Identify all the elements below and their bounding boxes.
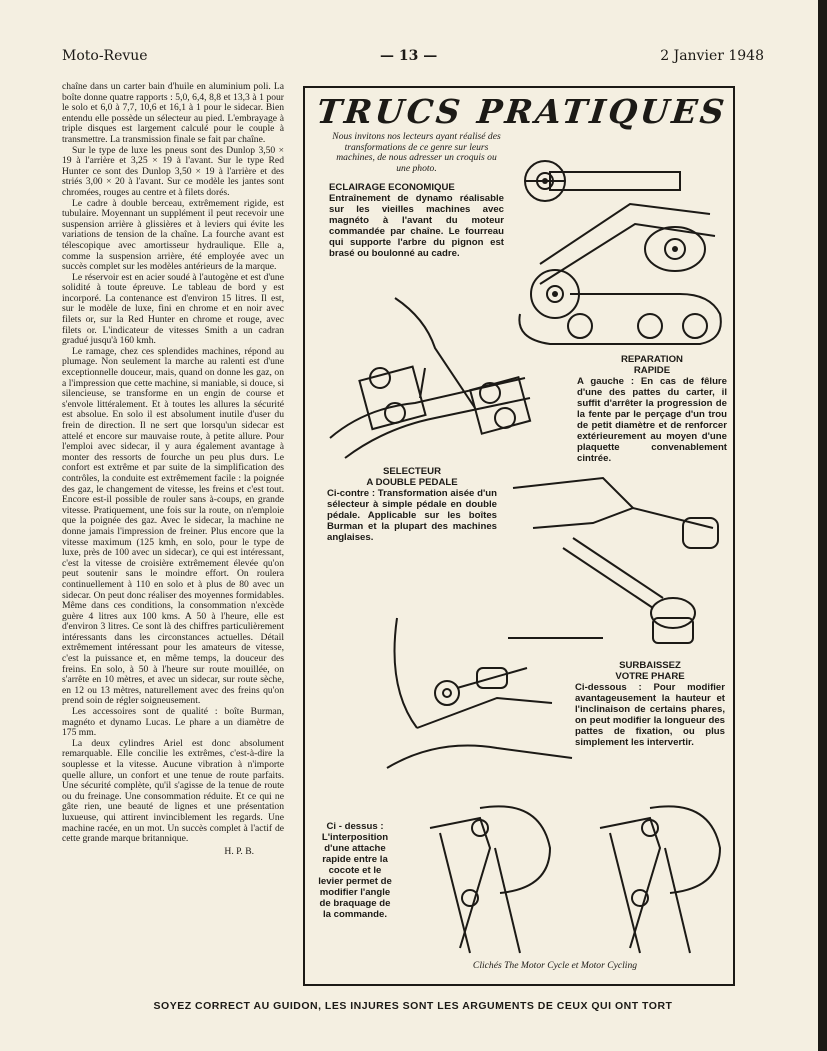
section-title: ECLAIRAGE ECONOMIQUE: [329, 182, 455, 193]
article-paragraph: Le cadre à double berceau, extrêmement rigide, est tubulaire. Moyennant un supplément il peut recevoir une suspension arrière à glissières et à leviers qui évite les variations de tension de la chaîne. La fourche avant est télescopique avec amortisseur hydraulique. Elle a, comme la suspension arrière, été employée avec un succès complet sur les modèles antérieurs de la marque.: [62, 197, 284, 273]
page-footer-slogan: SOYEZ CORRECT AU GUIDON, LES INJURES SONT LES ARGUMENTS DE CEUX QUI ONT TORT: [153, 1000, 673, 1012]
section-selecteur: [327, 466, 497, 543]
box-title: TRUCS PRATIQUES: [315, 92, 729, 131]
section-body: Ci-contre : Transformation aisée d'un sélecteur à simple pédale en double pédale. Applicable sur les boîtes Burman et la plupart des machines anglaises.: [327, 488, 497, 543]
section-reparation: [577, 354, 727, 464]
scan-edge: [818, 0, 827, 1051]
crankcase-repair-illustration: [325, 288, 540, 468]
section-body: Entraînement de dynamo réalisable sur les vieilles machines avec magnéto à l'avant du moteur commandée par chaîne. Le fourreau qui supporte l'arbre du pignon est brasé ou boulonné au cadre.: [329, 193, 504, 259]
section-title: SELECTEUR: [382, 466, 442, 477]
article-paragraph: La deux cylindres Ariel est donc absolument remarquable. Elle concilie les extrêmes, c'est-à-dire la souplesse et la vitesse. Aucune vibration à n'importe quelle allure, un confort et une tenue de route parfaits. Une sécurité complète, qu'il s'agisse de la tenue de route ou du freinage. Une consommation réduite. Et ce qui ne gâte rien, une beauté de lignes et une présentation luxueuse, qui attirent invinciblement les regards. Une machine racée, en un mot. Un succès complet à l'actif de cette grande marque britannique.: [62, 737, 284, 845]
photo-credit: Clichés The Motor Cycle et Motor Cycling: [472, 960, 638, 971]
article-paragraph: Sur le type de luxe les pneus sont des Dunlop 3,50 × 19 à l'arrière et 3,25 × 19 à l'avant. Sur le type Red Hunter ce sont des Dunlop 3,50 × 19 à l'arrière et des striés 3,00 × 20 à l'avant. Sur ce modèle les jantes sont chromées, rouges au centre et à filets dorés.: [62, 144, 284, 198]
section-body: A gauche : En cas de fêlure d'une des pattes du carter, il suffit d'arrêter la progression de la fente par le perçage d'un trou de petit diamètre et de renforcer extérieurement au moyen d'une plaquette convenablement cintrée.: [577, 376, 727, 464]
article-paragraph: Les accessoires sont de qualité : boîte Burman, magnéto et dynamo Lucas. Le phare a un diamètre de 175 mm.: [62, 706, 284, 739]
article-paragraph: chaîne dans un carter bain d'huile en aluminium poli. La boîte donne quatre rapports : 5,0, 6,4, 8,8 et 13,3 à 1 pour le solo et 6,0 à 7,7, 10,6 et 16,1 à 1 pour le sidecar. Bien entendu elle possède un sélecteur au pied. L'embrayage à triple disques est largement calculé pour le couple à transmettre. La transmission finale se fait par chaîne.: [62, 82, 284, 145]
page-header: [62, 48, 764, 70]
section-title: RAPIDE: [633, 365, 671, 376]
box-intro: Nous invitons nos lecteurs ayant réalisé des transformations de ce genre sur leurs machines, de nous adresser un croquis ou une photo.: [332, 131, 501, 174]
headlamp-brackets-illustration: [400, 788, 730, 958]
article-column: [62, 82, 284, 988]
quick-attache-illustration: [377, 608, 577, 778]
section-phare: [575, 660, 725, 748]
section-body: L'interposition d'une attache rapide entre la cocote et le levier permet de modifier l'angle de braquage de la commande.: [318, 832, 392, 920]
section-title: VOTRE PHARE: [615, 671, 685, 682]
section-attache: [315, 821, 395, 920]
dynamo-drive-illustration: [510, 144, 732, 354]
issue-date: 2 Janvier 1948: [660, 48, 764, 64]
section-eclairage: [329, 182, 504, 259]
article-paragraph: Le réservoir est en acier soudé à l'autogène et est d'une solidité à toute épreuve. Le tableau de bord y est incorporé. La contenance est d'environ 15 litres. Il est, sur le modèle de luxe, fini en chrome et en noir avec filets or, sur la Red Hunter en chrome et rouge, avec filets or. L'indicateur de vitesses Smith a un cadran gradué jusqu'à 160 kmh.: [62, 271, 284, 347]
section-title: Ci - dessus :: [326, 821, 384, 832]
page-number: — 13 —: [380, 48, 438, 64]
magazine-name: Moto-Revue: [62, 48, 148, 64]
article-paragraph: Le ramage, chez ces splendides machines, répond au plumage. Non seulement la marche au ralenti est d'une exceptionnelle douceur, mais, quand on donne les gaz, on a l'impression que cette machine, si maniable, si douce, si silencieuse, se transforme en un engin de course et s'envole littéralement. Et à toutes les allures la sécurité est absolue. En solo il est absolument inutile d'user du frein de direction. Il ne sert que lorsqu'un sidecar est attelé et encore sur mauvaise route, à petite allure. Pour l'emploi avec sidecar, il y aura également avantage à monter des ressorts de fourche un peu plus durs. Le confort est extrême et par suite de la simplification des contrôles, la conduite est extrêmement facile : la poignée des gaz, le changement de vitesse, les freins et c'est tout. Encore est-il possible de rouler sans à-coups, en grande vitesse. Pratiquement, une fois sur la route, on n'emploie que la poignée des gaz. Avec le sidecar, la machine ne donne jamais l'impression de freiner. Plus encore que la vitesse maximum (125 kmh, en solo, pour le type de luxe, près de 100 avec un sidecar), ce qui est intéressant, c'est la vitesse de croisière extrêmement élevée qu'on peut soutenir sans le moindre effort. On roulera continuellement à 110 en solo et à plus de 80 avec un sidecar. On peut donc réaliser des moyennes formidables. Même dans ces conditions, la consommation n'excède guère 4 litres aux 100 kms. A 50 à l'heure, elle est d'environ 3 litres. Ce sont là des chiffres particulièrement intéressants dans les circonstances actuelles. Détail extrêmement intéressant pour les amateurs de vitesse, c'est la puissance et, en même temps, la douceur des freins. En solo, à 50 à l'heure sur route mouillée, on s'arrête en 10 mètres, et avec un sidecar, sur route sèche, en 12 ou 13 mètres, naturellement avec des freins qu'on prend soin de régler soigneusement.: [62, 345, 284, 707]
section-title: A DOUBLE PEDALE: [366, 477, 458, 488]
trucs-pratiques-box: [303, 86, 735, 986]
article-signature: H. P. B.: [224, 845, 254, 857]
section-title: SURBAISSEZ: [619, 660, 681, 671]
section-title: REPARATION: [620, 354, 683, 365]
section-body: Ci-dessous : Pour modifier avantageusement la hauteur et l'inclinaison de certains phares, on peut modifier la longueur des pattes de fixation, ou plus simplement les intervertir.: [575, 682, 725, 748]
